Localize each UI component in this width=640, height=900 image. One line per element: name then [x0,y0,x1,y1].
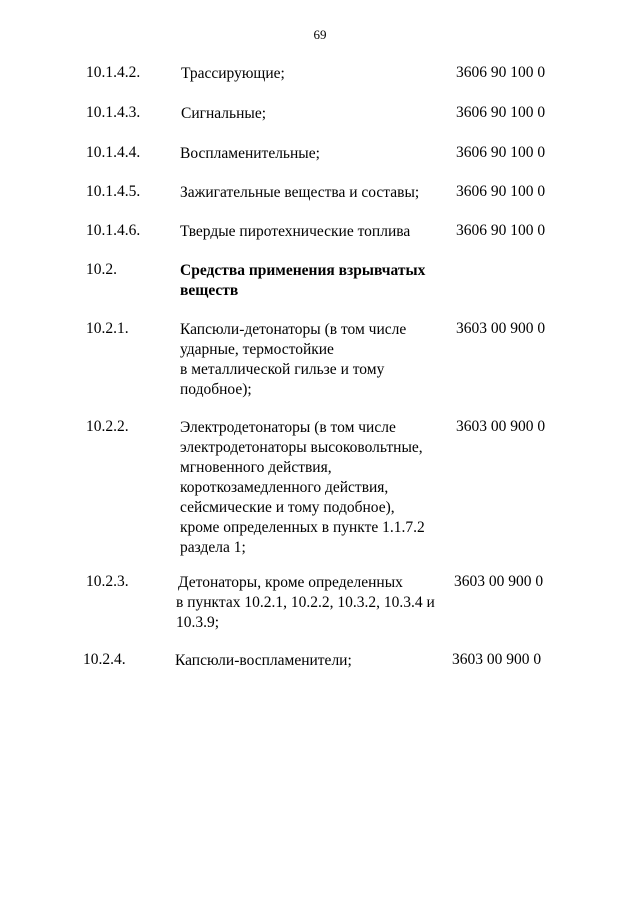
item-description [176,573,435,633]
item-code: 3603 00 900 0 [454,573,544,590]
description-line: мгновенного действия, [180,459,332,476]
item-number: 10.2.1. [86,320,129,337]
item-code: 3606 90 100 0 [456,144,546,161]
item-code: 3606 90 100 0 [456,64,546,81]
item-number: 10.2. [86,261,117,278]
description-line: короткозамедленного действия, [180,479,389,496]
description-line: Твердые пиротехнические топлива [180,223,411,240]
description-line: сейсмические и тому подобное), [180,499,395,516]
description-line: в пунктах 10.2.1, 10.2.2, 10.3.2, 10.3.4 и [176,594,435,611]
description-line: Сигнальные; [181,105,267,122]
item-number: 10.1.4.2. [86,64,141,81]
item-description [181,64,436,84]
description-line: веществ [180,282,239,299]
item-number: 10.1.4.6. [86,222,141,239]
item-number: 10.1.4.5. [86,183,141,200]
item-description [180,144,435,164]
item-number: 10.2.3. [86,573,129,590]
item-description [180,261,435,301]
description-line: Средства применения взрывчатых [180,262,426,279]
item-description [175,651,430,671]
description-line: электродетонаторы высоковольтные, [180,439,423,456]
item-number: 10.2.2. [86,418,129,435]
description-line: Зажигательные вещества и составы; [180,184,420,201]
description-line: Трассирующие; [181,65,285,82]
description-line: ударные, термостойкие [180,341,334,358]
description-line: Детонаторы, кроме определенных [178,574,403,591]
item-code: 3606 90 100 0 [456,104,546,121]
item-code: 3606 90 100 0 [456,183,546,200]
item-description [181,104,436,124]
item-code: 3603 00 900 0 [452,651,542,668]
item-code: 3603 00 900 0 [456,320,546,337]
page-number: 69 [313,27,327,42]
item-description [180,222,435,242]
item-number: 10.2.4. [83,651,126,668]
description-line: кроме определенных в пункте 1.1.7.2 [180,519,425,536]
description-line: 10.3.9; [176,614,220,631]
item-code: 3606 90 100 0 [456,222,546,239]
description-line: раздела 1; [180,539,246,556]
description-line: в металлической гильзе и тому [180,361,385,378]
description-line: подобное); [180,381,252,398]
item-number: 10.1.4.4. [86,144,141,161]
item-description [180,320,435,400]
item-number: 10.1.4.3. [86,104,141,121]
description-line: Электродетонаторы (в том числе [180,419,396,436]
item-code: 3603 00 900 0 [456,418,546,435]
item-description [180,418,435,558]
description-line: Капсюли-воспламенители; [175,652,352,669]
description-line: Воспламенительные; [180,145,320,162]
description-line: Капсюли-детонаторы (в том числе [180,321,407,338]
item-description [180,183,435,203]
